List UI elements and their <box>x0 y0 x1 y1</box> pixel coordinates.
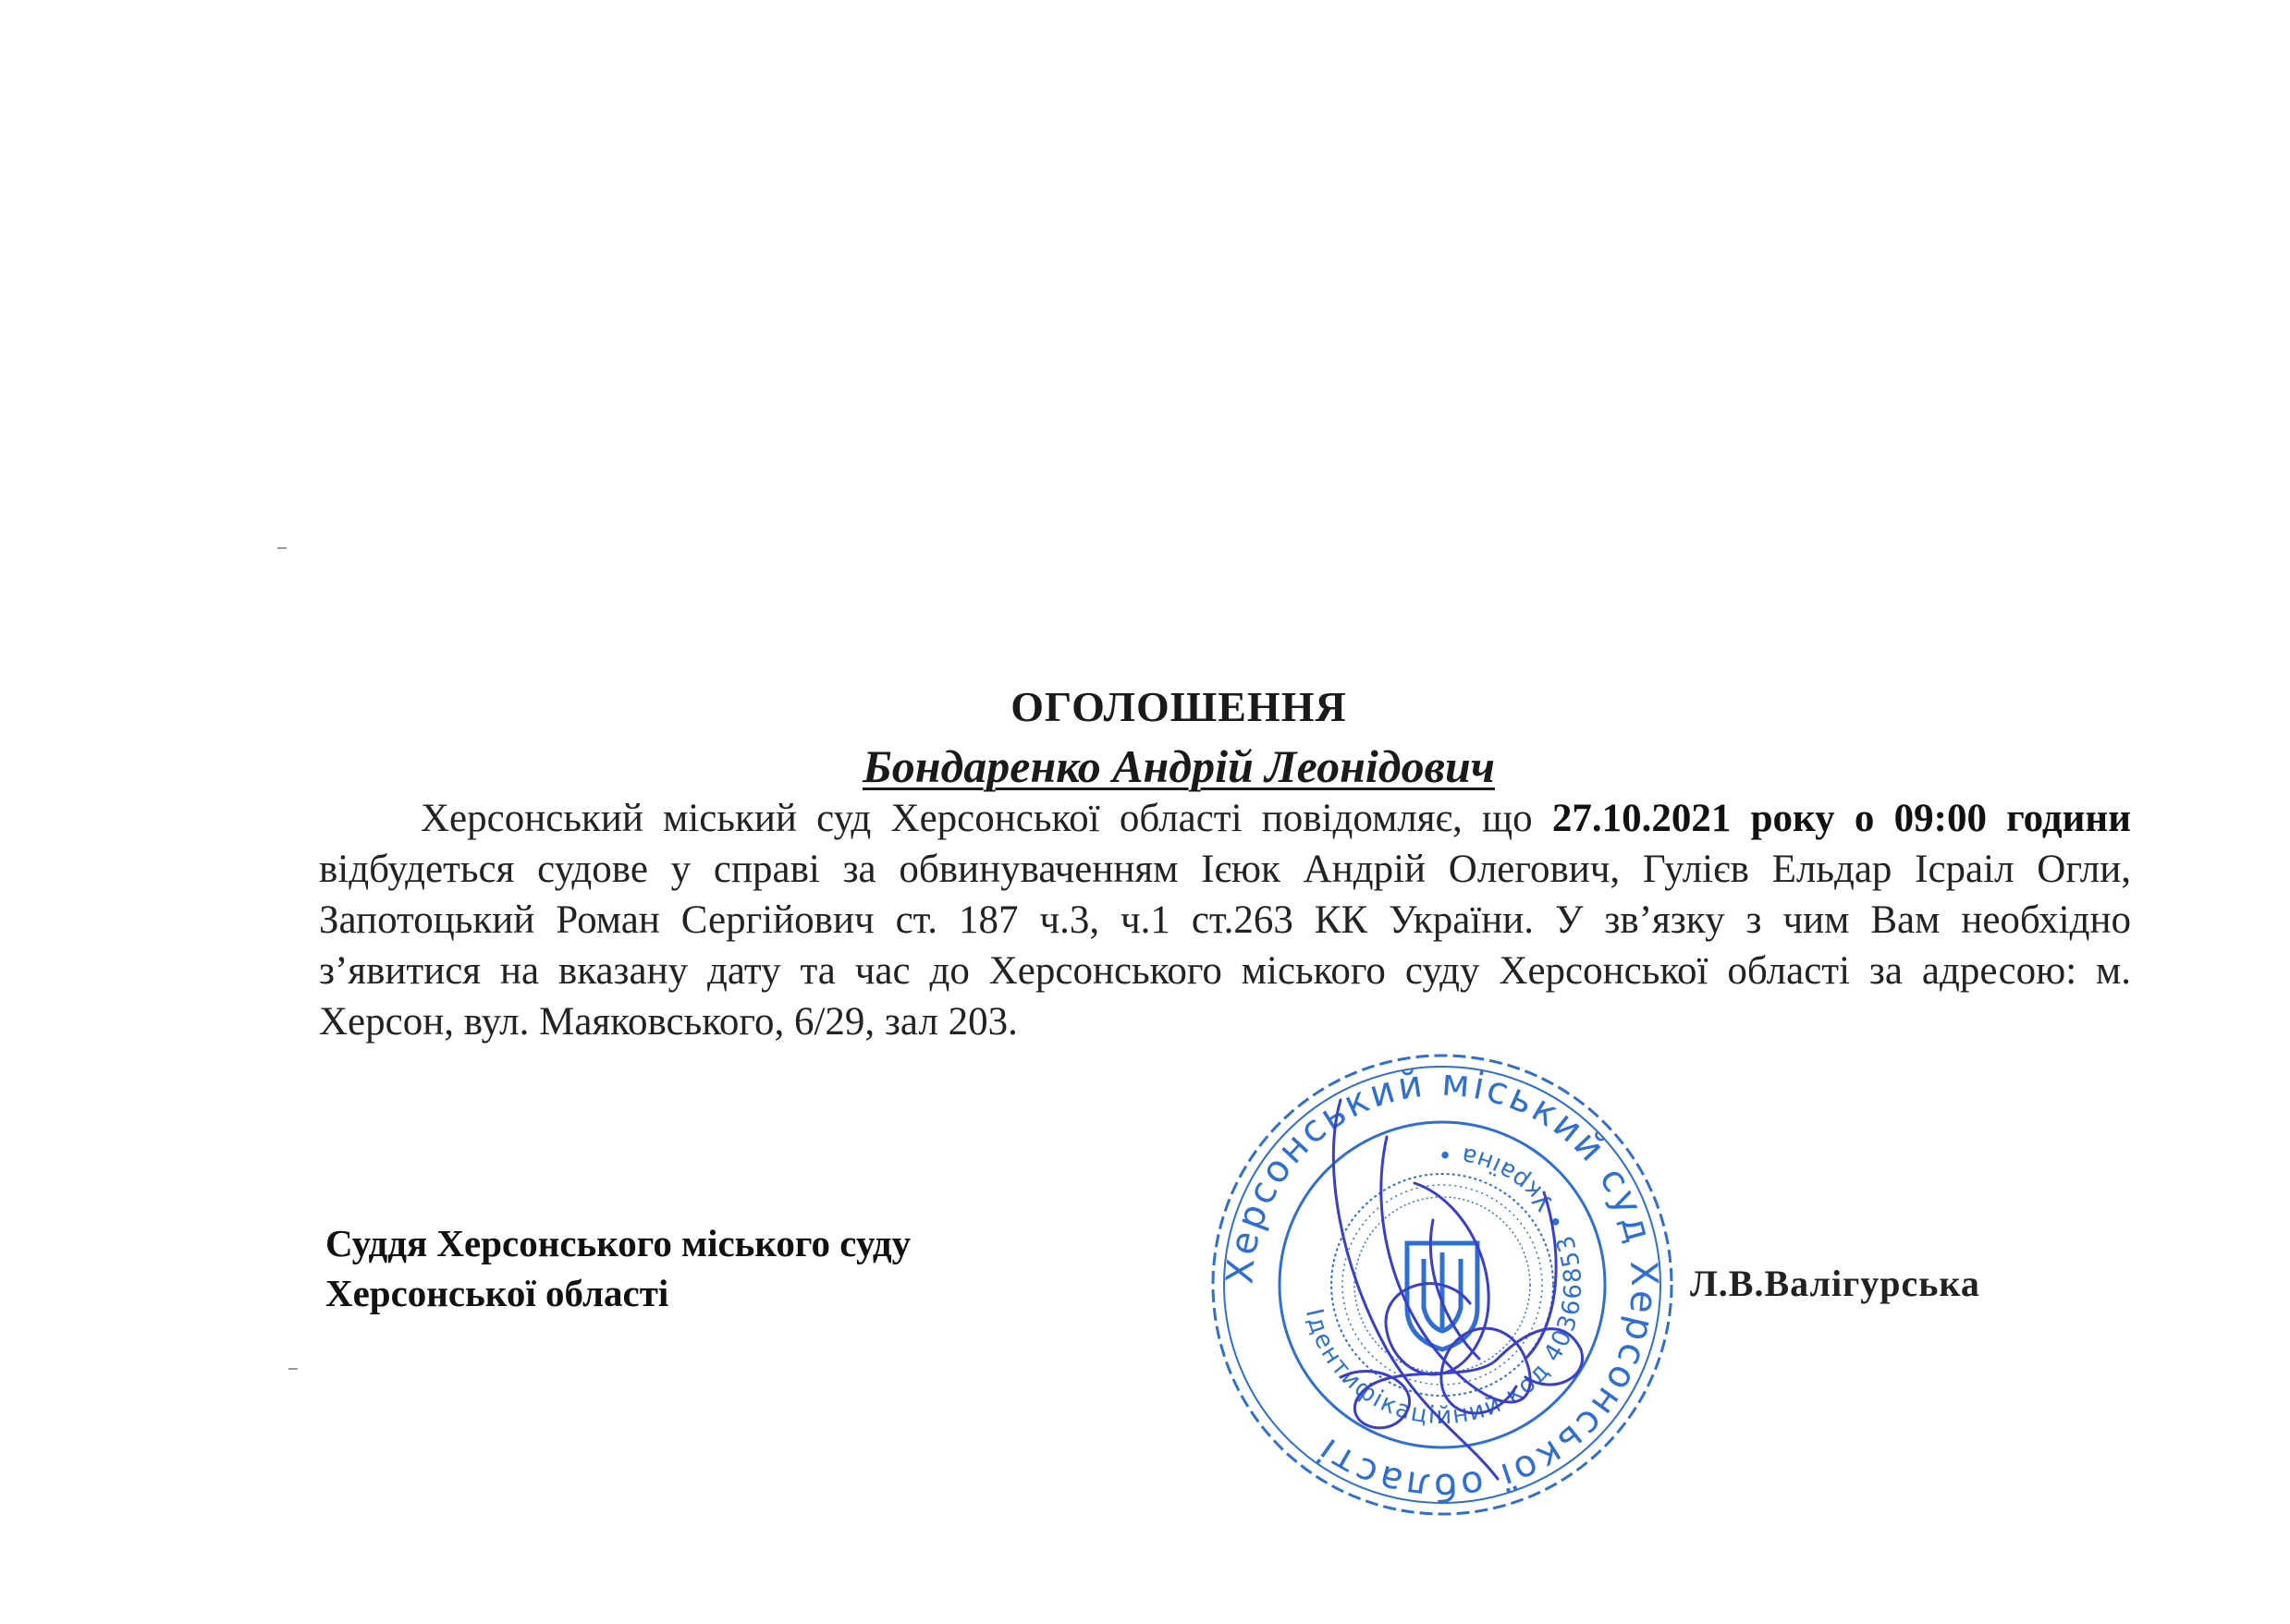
judge-name: Л.В.Валігурська <box>1690 1263 1980 1304</box>
signer-title-line2: Херсонської області <box>325 1272 669 1314</box>
seal-inner-text: Ідентифікаційний код 40366853 • Україна • <box>1299 1139 1588 1431</box>
hearing-datetime: 27.10.2021 року о 09:00 години <box>1551 797 2131 840</box>
signer-title-line1: Суддя Херсонського міського суду <box>325 1222 912 1264</box>
scan-mark <box>277 547 287 549</box>
body-intro: Херсонський міський суд Херсонської області повідомляє, що <box>421 797 1552 840</box>
addressee-name: Бондаренко Андрій Леонідович <box>862 740 1495 792</box>
document-title: ОГОЛОШЕННЯ <box>1010 683 1347 730</box>
body-details: відбудеться судове у справі за обвинуваченням Ієюк Андрій Олегович, Гулієв Ельдар Ісраіл Огли, Запотоцький Роман Сергійович ст. 187 ч.3, ч.1 ст.263 КК України. У зв’язку з чим Вам необхідно з’явитися на вказану дату та час до Херсонського міського суду Херсонської області за адресою: м. Херсон, вул. Маяковського, 6/29, зал 203. <box>319 848 2131 1044</box>
signer-block <box>325 1218 911 1318</box>
announcement-body <box>319 793 2131 1047</box>
seal-outer-text: Херсонський міський суд Херсонської області <box>1218 1061 1666 1508</box>
scan-mark <box>288 1368 298 1370</box>
judge-signature-icon <box>1285 1081 1673 1516</box>
